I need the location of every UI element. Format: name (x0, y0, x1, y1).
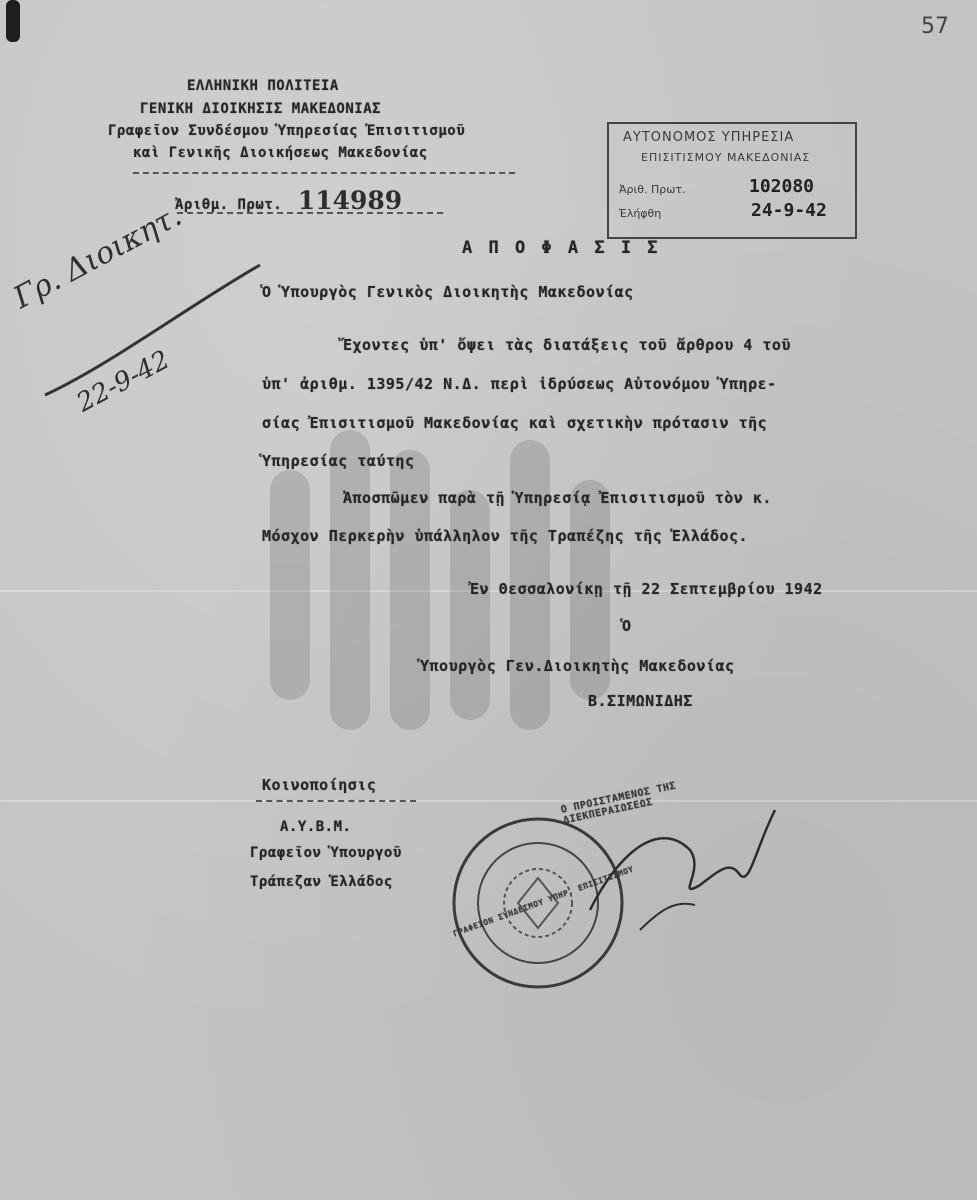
letterhead-line1: ΕΛΛΗΝΙΚΗ ΠΟΛΙΤΕΙΑ (187, 78, 339, 94)
letterhead-line2: ΓΕΝΙΚΗ ΔΙΟΙΚΗΣΙΣ ΜΑΚΕΔΟΝΙΑΣ (140, 101, 382, 117)
letterhead-line3: Γραφεῖον Συνδέσμου Ὑπηρεσίας Ἐπισιτισμοῦ (108, 123, 466, 139)
letterhead-line4: καὶ Γενικῆς Διοικήσεως Μακεδονίας (133, 145, 428, 161)
stamp-subtitle: ΕΠΙΣΙΤΙΣΜΟΥ ΜΑΚΕΔΟΝΙΑΣ (641, 151, 811, 164)
issuer-line: Ὁ Ὑπουργὸς Γενικὸς Διοικητὴς Μακεδονίας (262, 283, 634, 301)
signature-title: Ὑπουργὸς Γεν.Διοικητὴς Μακεδονίας (420, 657, 735, 675)
body-line-1: Ἔχοντες ὑπ' ὄψει τὰς διατάξεις τοῦ ἄρθρου 4 τοῦ (343, 336, 791, 354)
protocol-label: Ἀριθμ. Πρωτ. (175, 197, 283, 213)
seal-outer-text: ΓΡΑΦΕΙΟΝ ΣΥΝΔΕΣΜΟΥ ΥΠΗΡ. ΕΠΙΣΙΤΙΣΜΟΥ (452, 864, 635, 939)
place-date: Ἐν Θεσσαλονίκῃ τῇ 22 Σεπτεμβρίου 1942 (470, 580, 823, 598)
decision-line-2: Μόσχον Περκερὴν ὑπάλληλον τῆς Τραπέζης τῆς Ἑλλάδος. (262, 527, 749, 545)
body-line-2: ὑπ' ἀριθμ. 1395/42 Ν.Δ. περὶ ἱδρύσεως Αὐτονόμου Ὑπηρε- (262, 375, 777, 393)
notification-line-3: Τράπεζαν Ἑλλάδος (250, 874, 393, 890)
protocol-number (175, 186, 402, 215)
margin-note-line1: Γρ. Διοικητ. (8, 198, 188, 316)
margin-note-date: 22-9-42 (72, 344, 175, 419)
body-line-3: σίας Ἐπισιτισμοῦ Μακεδονίας καὶ σχετικὴν πρότασιν τῆς (262, 414, 768, 432)
protocol-underline (177, 212, 443, 214)
document-title: Α Π Ο Φ Α Σ Ι Σ (462, 238, 661, 258)
notification-heading: Κοινοποίησις (262, 776, 377, 794)
protocol-handwritten-number: 114989 (297, 186, 403, 215)
page-number: 57 (921, 14, 949, 39)
received-stamp-box (607, 122, 857, 239)
margin-note-underline (40, 255, 270, 405)
stamp-received-label: Ἐλήφθη (619, 207, 662, 220)
signature-article: Ὁ (622, 617, 632, 635)
notification-line-1: Α.Υ.Β.Μ. (280, 819, 352, 835)
ink-mark (6, 0, 20, 42)
letterhead-divider (133, 172, 515, 174)
director-stamp-text: Ο ΠΡΟΙΣΤΑΜΕΝΟΣ ΤΗΣ ΔΙΕΚΠΕΡΑΙΩΣΕΩΣ (560, 780, 678, 827)
stamp-title: ΑΥΤΟΝΟΜΟΣ ΥΠΗΡΕΣΙΑ (623, 130, 795, 145)
stamp-received-value: 24-9-42 (751, 200, 827, 221)
notification-line-2: Γραφεῖον Ὑπουργοῦ (250, 845, 402, 861)
signature-name: Β.ΣΙΜΩΝΙΔΗΣ (588, 692, 693, 710)
stamp-protocol-value: 102080 (749, 176, 815, 197)
decision-line-1: Ἀποσπῶμεν παρὰ τῇ Ὑπηρεσίᾳ Ἐπισιτισμοῦ τὸν κ. (343, 489, 772, 507)
paper-crease (0, 800, 977, 802)
notification-underline (256, 800, 416, 802)
stamp-protocol-label: Ἀριθ. Πρωτ. (619, 183, 686, 196)
body-line-4: Ὑπηρεσίας ταύτης (262, 452, 415, 470)
handwritten-signature (580, 790, 780, 940)
